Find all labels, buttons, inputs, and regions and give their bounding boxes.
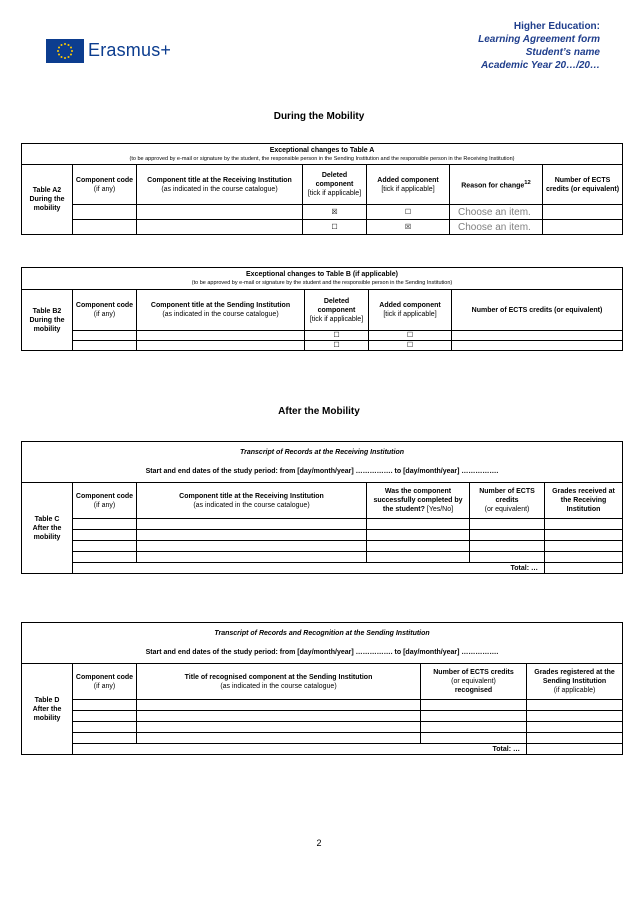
table-b2-label (22, 290, 73, 351)
table-row (22, 341, 623, 351)
col-grades: Grades received at the Receiving Institution (545, 483, 623, 519)
col-code-label: Component code (75, 492, 134, 500)
grade-cell[interactable] (527, 733, 623, 744)
col-ects: Number of ECTS credits (or equivalent) (452, 290, 623, 331)
col-deleted (303, 165, 367, 205)
table-a2-header (22, 144, 623, 165)
header-line-1: Higher Education: (513, 21, 600, 32)
grade-cell[interactable] (527, 711, 623, 722)
code-cell[interactable] (73, 519, 137, 530)
erasmus-wordmark: Erasmus+ (88, 40, 172, 60)
ects-cell[interactable] (421, 722, 527, 733)
table-row (22, 220, 623, 235)
col-title-label: Component title at the Sending Institution (150, 302, 291, 309)
ects-cell[interactable] (470, 530, 545, 541)
footnote-ref: 12 (524, 179, 531, 186)
grade-cell[interactable] (527, 700, 623, 711)
grade-cell[interactable] (545, 519, 623, 530)
col-ects-note-2: recognised (454, 687, 493, 694)
table-b2-label-2: During the mobility (29, 316, 65, 333)
table-a2-label-2: During the mobility (29, 196, 65, 212)
section-after-mobility: After the Mobility (278, 406, 360, 417)
table-row (22, 733, 623, 744)
code-cell[interactable] (73, 700, 137, 711)
col-component-title (137, 165, 303, 205)
col-code-note: (if any) (93, 501, 116, 509)
col-added (367, 165, 450, 205)
col-component-title (137, 483, 367, 519)
code-cell[interactable] (73, 331, 137, 341)
table-c-label-2: After the mobility (32, 524, 62, 541)
ects-cell[interactable] (470, 519, 545, 530)
title-cell[interactable] (137, 220, 303, 235)
col-reason (450, 165, 543, 205)
table-d-label-1: Table D (34, 696, 60, 704)
code-cell[interactable] (73, 722, 137, 733)
col-added (369, 290, 452, 331)
col-deleted (305, 290, 369, 331)
col-ects: Number of ECTS credits (or equivalent) (543, 165, 623, 205)
title-cell[interactable] (137, 205, 303, 220)
added-checkbox[interactable]: ☐ (369, 331, 452, 341)
header-line-2: Learning Agreement form (478, 34, 600, 45)
table-c-label-1: Table C (34, 515, 60, 523)
code-cell[interactable] (73, 530, 137, 541)
table-d-label (22, 664, 73, 755)
reason-dropdown[interactable]: Choose an item. (450, 220, 543, 235)
ects-cell[interactable] (421, 700, 527, 711)
table-c-header (22, 442, 623, 483)
title-cell[interactable] (137, 733, 421, 744)
table-row (22, 552, 623, 563)
total-ects: Total: … (73, 744, 527, 755)
header-academic-year: Academic Year 20…/20… (481, 60, 600, 71)
title-cell[interactable] (137, 722, 421, 733)
grade-cell (545, 563, 623, 574)
added-checkbox[interactable]: ☐ (367, 205, 450, 220)
col-component-code (73, 483, 137, 519)
table-c-period: Start and end dates of the study period: from [day/month/year] ……………. to [day/month/year] ……………. (145, 468, 499, 475)
col-reason-label: Reason for change (461, 182, 525, 190)
ects-cell[interactable] (452, 331, 623, 341)
col-code-label: Component code (75, 673, 134, 681)
col-deleted-note: [tick if applicable] (307, 190, 362, 197)
grade-cell[interactable] (527, 722, 623, 733)
table-row (22, 205, 623, 220)
col-completed-label: Was the component successfully completed by the student? (373, 488, 463, 513)
col-component-title (137, 664, 421, 700)
ects-cell[interactable] (470, 552, 545, 563)
table-b2-title: Exceptional changes to Table B (if applicable) (246, 271, 398, 278)
table-d-header (22, 623, 623, 664)
code-cell[interactable] (73, 541, 137, 552)
table-row (22, 530, 623, 541)
col-added-note: [tick if applicable] (381, 185, 435, 193)
ects-cell[interactable] (452, 341, 623, 351)
title-cell[interactable] (137, 519, 367, 530)
col-title-label: Component title at the Receiving Institution (179, 492, 324, 500)
col-title-note: (as indicated in the course catalogue) (161, 185, 278, 193)
table-d-title: Transcript of Records and Recognition at the Sending Institution (214, 630, 430, 637)
table-total-row (22, 563, 623, 574)
col-ects (421, 664, 527, 700)
added-checkbox[interactable]: ☒ (367, 220, 450, 235)
col-component-title (137, 290, 305, 331)
document-header (478, 20, 600, 72)
table-a2 (21, 143, 623, 235)
table-a2-subtitle: (to be approved by e-mail or signature by the student, the responsible person in the Sending Institution and the responsible person in the Receiving Institution) (129, 155, 515, 162)
deleted-checkbox[interactable]: ☐ (305, 341, 369, 351)
deleted-checkbox[interactable]: ☐ (305, 331, 369, 341)
added-checkbox[interactable]: ☐ (369, 341, 452, 351)
table-b2-subtitle: (to be approved by e-mail or signature by the student and the responsible person in the Sending Institution) (191, 280, 453, 286)
header-student-name: Student’s name (525, 47, 600, 58)
table-row (22, 722, 623, 733)
title-cell[interactable] (137, 331, 305, 341)
col-grades (527, 664, 623, 700)
title-cell[interactable] (137, 711, 421, 722)
title-cell[interactable] (137, 552, 367, 563)
total-ects: Total: … (73, 563, 545, 574)
col-title-note: (as indicated in the course catalogue) (162, 311, 279, 318)
col-code-note: (if any) (93, 185, 116, 193)
table-a2-title: Exceptional changes to Table A (269, 146, 375, 154)
col-component-code (73, 290, 137, 331)
title-cell[interactable] (137, 700, 421, 711)
col-title-label: Component title at the Receiving Institution (147, 176, 292, 184)
grade-cell (527, 744, 623, 755)
col-title-note: (as indicated in the course catalogue) (220, 682, 337, 690)
col-ects-label: Number of ECTS credits (479, 488, 535, 504)
col-ects-note: (or equivalent) (484, 506, 530, 513)
ects-cell[interactable] (543, 205, 623, 220)
ects-cell[interactable] (421, 711, 527, 722)
table-d-label-2: After the mobility (32, 705, 62, 722)
table-c-label (22, 483, 73, 574)
completed-cell[interactable] (367, 530, 470, 541)
title-cell[interactable] (137, 341, 305, 351)
eu-flag-icon (46, 39, 84, 63)
table-d-period: Start and end dates of the study period: from [day/month/year] ……………. to [day/month/year] ……………. (145, 649, 499, 656)
table-total-row (22, 744, 623, 755)
grade-cell[interactable] (545, 530, 623, 541)
code-cell[interactable] (73, 711, 137, 722)
table-row (22, 331, 623, 341)
table-row (22, 700, 623, 711)
deleted-checkbox[interactable]: ☐ (303, 220, 367, 235)
ects-cell[interactable] (421, 733, 527, 744)
col-code-label: Component code (75, 176, 134, 184)
col-grades-note: (if applicable) (553, 687, 596, 694)
col-ects-label: Number of ECTS credits (433, 669, 514, 676)
table-d (21, 622, 623, 755)
code-cell[interactable] (73, 220, 137, 235)
col-added-label: Added component (377, 176, 439, 184)
col-title-note: (as indicated in the course catalogue) (193, 501, 310, 509)
col-component-code (73, 664, 137, 700)
table-c (21, 441, 623, 574)
ects-cell[interactable] (543, 220, 623, 235)
col-title-label: Title of recognised component at the Sending Institution (184, 673, 373, 681)
title-cell[interactable] (137, 530, 367, 541)
title-cell[interactable] (137, 541, 367, 552)
table-b2-label-1: Table B2 (32, 307, 62, 315)
code-cell[interactable] (73, 733, 137, 744)
col-deleted-label: Deleted component (317, 297, 356, 314)
col-grades-label: Grades registered at the Sending Institution (534, 669, 615, 685)
table-b2 (21, 267, 623, 351)
col-added-note: [tick if applicable] (383, 311, 437, 318)
col-code-note: (if any) (93, 311, 116, 318)
table-row (22, 541, 623, 552)
col-component-code (73, 165, 137, 205)
table-row (22, 519, 623, 530)
grade-cell[interactable] (545, 541, 623, 552)
table-a2-label-1: Table A2 (32, 187, 62, 194)
table-b2-header (22, 268, 623, 290)
col-code-note: (if any) (93, 682, 116, 690)
col-added-label: Added component (379, 302, 441, 309)
col-completed-note: [Yes/No] (426, 506, 454, 513)
section-during-mobility: During the Mobility (273, 111, 365, 122)
col-completed (367, 483, 470, 519)
table-a2-label (22, 165, 73, 235)
completed-cell[interactable] (367, 519, 470, 530)
code-cell[interactable] (73, 205, 137, 220)
col-deleted-note: [tick if applicable] (309, 315, 364, 323)
completed-cell[interactable] (367, 541, 470, 552)
erasmus-logo (46, 37, 172, 65)
table-row (22, 711, 623, 722)
code-cell[interactable] (73, 552, 137, 563)
col-ects-note: (or equivalent) (451, 678, 496, 685)
reason-dropdown[interactable]: Choose an item. (450, 205, 543, 220)
col-deleted-label: Deleted component (315, 172, 354, 188)
completed-cell[interactable] (367, 552, 470, 563)
ects-cell[interactable] (470, 541, 545, 552)
table-c-title: Transcript of Records at the Receiving Institution (240, 449, 405, 456)
deleted-checkbox[interactable]: ☒ (303, 205, 367, 220)
col-ects (470, 483, 545, 519)
code-cell[interactable] (73, 341, 137, 351)
col-code-label: Component code (75, 302, 134, 309)
grade-cell[interactable] (545, 552, 623, 563)
page-number: 2 (316, 838, 322, 848)
